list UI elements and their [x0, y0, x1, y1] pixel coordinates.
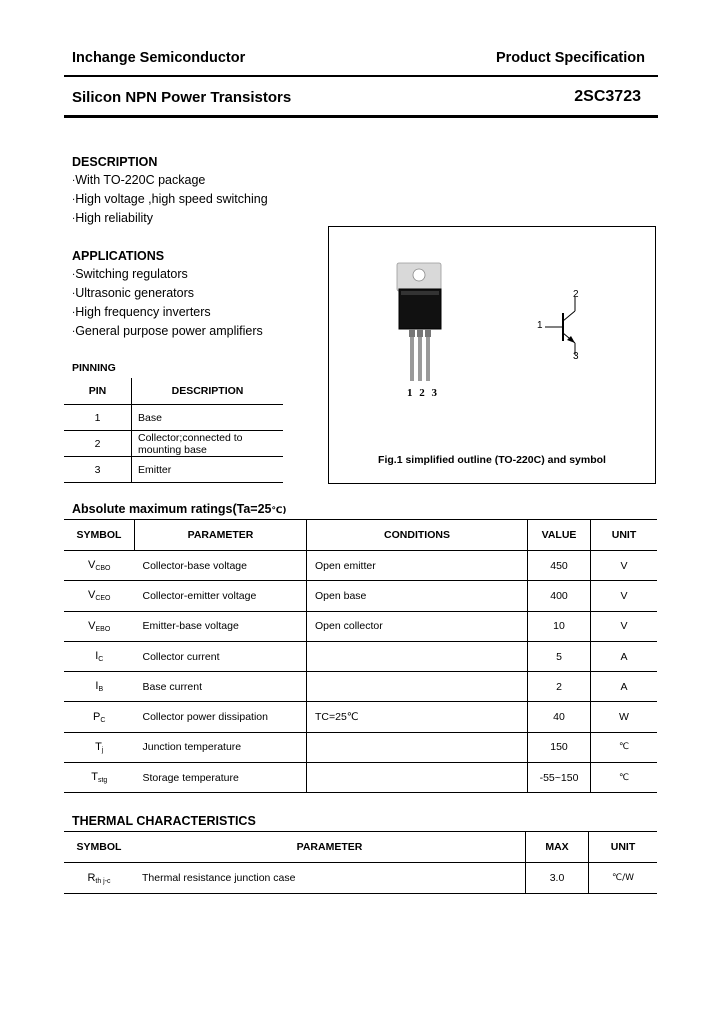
- description-list: [72, 173, 268, 230]
- symbol-pin2-label: 2: [573, 289, 579, 300]
- table-row: 3 Emitter: [64, 457, 283, 483]
- ratings-table: SYMBOL PARAMETER CONDITIONS VALUE UNIT $V_{CBO}$ Collector-base voltage Open emitter 450 V $V_{CEO}$ Collector-emitter voltage Open base 400 V $V_{EBO}$ Emitter-base voltage Open collector 10 V $I_C$ Collector current 5 A $I_B$ Base current 2 A $P_C$ Collector power dissipation TC=25℃ 40 W $T_j$ Junction temperature 150 ℃ $T_{stg}$ Storage temperature -55~150 ℃: [64, 519, 657, 793]
- thermal-table: SYMBOL PARAMETER MAX UNIT $R_{th j-c}$ Thermal resistance junction case 3.0 ℃/W: [64, 831, 657, 894]
- table-row: $I_B$ Base current 2 A: [64, 672, 657, 702]
- table-row: $R_{th j-c}$ Thermal resistance junction case 3.0 ℃/W: [64, 863, 657, 894]
- ratings-title: Absolute maximum ratings(Ta=25℃): [72, 502, 287, 516]
- table-row: $P_C$ Collector power dissipation TC=25℃ 40 W: [64, 702, 657, 732]
- company-name: Inchange Semiconductor: [72, 50, 246, 66]
- applications-list: [72, 267, 263, 343]
- pinning-table: [64, 378, 283, 483]
- list-item: ·Switching regulators: [72, 267, 188, 281]
- title-rule: [64, 115, 658, 118]
- pinning-title: PINNING: [72, 362, 116, 374]
- pin-description-header: DESCRIPTION: [132, 378, 284, 405]
- list-item: ·With TO-220C package: [72, 173, 206, 187]
- table-row: $V_{CBO}$ Collector-base voltage Open emitter 450 V: [64, 551, 657, 581]
- list-item: ·High reliability: [72, 211, 153, 225]
- table-row: 2 Collector;connected to mounting base: [64, 431, 283, 457]
- table-row: $V_{EBO}$ Emitter-base voltage Open collector 10 V: [64, 611, 657, 641]
- table-row: $T_{stg}$ Storage temperature -55~150 ℃: [64, 763, 657, 793]
- table-row: $T_j$ Junction temperature 150 ℃: [64, 732, 657, 762]
- applications-title: APPLICATIONS: [72, 249, 165, 263]
- figure-box: [328, 226, 656, 484]
- table-row: 1 Base: [64, 405, 283, 431]
- thermal-title: THERMAL CHARACTERISTICS: [72, 814, 256, 828]
- package-pin-labels: 1 2 3: [407, 387, 439, 399]
- symbol-pin1-label: 1: [537, 320, 543, 331]
- header-rule: [64, 75, 658, 77]
- description-title: DESCRIPTION: [72, 155, 158, 169]
- table-row: $V_{CEO}$ Collector-emitter voltage Open base 400 V: [64, 581, 657, 611]
- symbol-pin3-label: 3: [573, 351, 579, 362]
- table-row: $I_C$ Collector current 5 A: [64, 641, 657, 671]
- figure-caption: Fig.1 simplified outline (TO-220C) and symbol: [378, 454, 606, 466]
- document-type: Product Specification: [495, 50, 645, 66]
- part-number: 2SC3723: [574, 88, 641, 105]
- list-item: ·General purpose power amplifiers: [72, 324, 263, 338]
- list-item: ·Ultrasonic generators: [72, 286, 194, 300]
- pin-header: PIN: [64, 378, 132, 405]
- list-item: ·High voltage ,high speed switching: [72, 192, 268, 206]
- list-item: ·High frequency inverters: [72, 305, 211, 319]
- npn-transistor-symbol-icon: [525, 283, 645, 383]
- product-line: Silicon NPN Power Transistors: [72, 89, 292, 106]
